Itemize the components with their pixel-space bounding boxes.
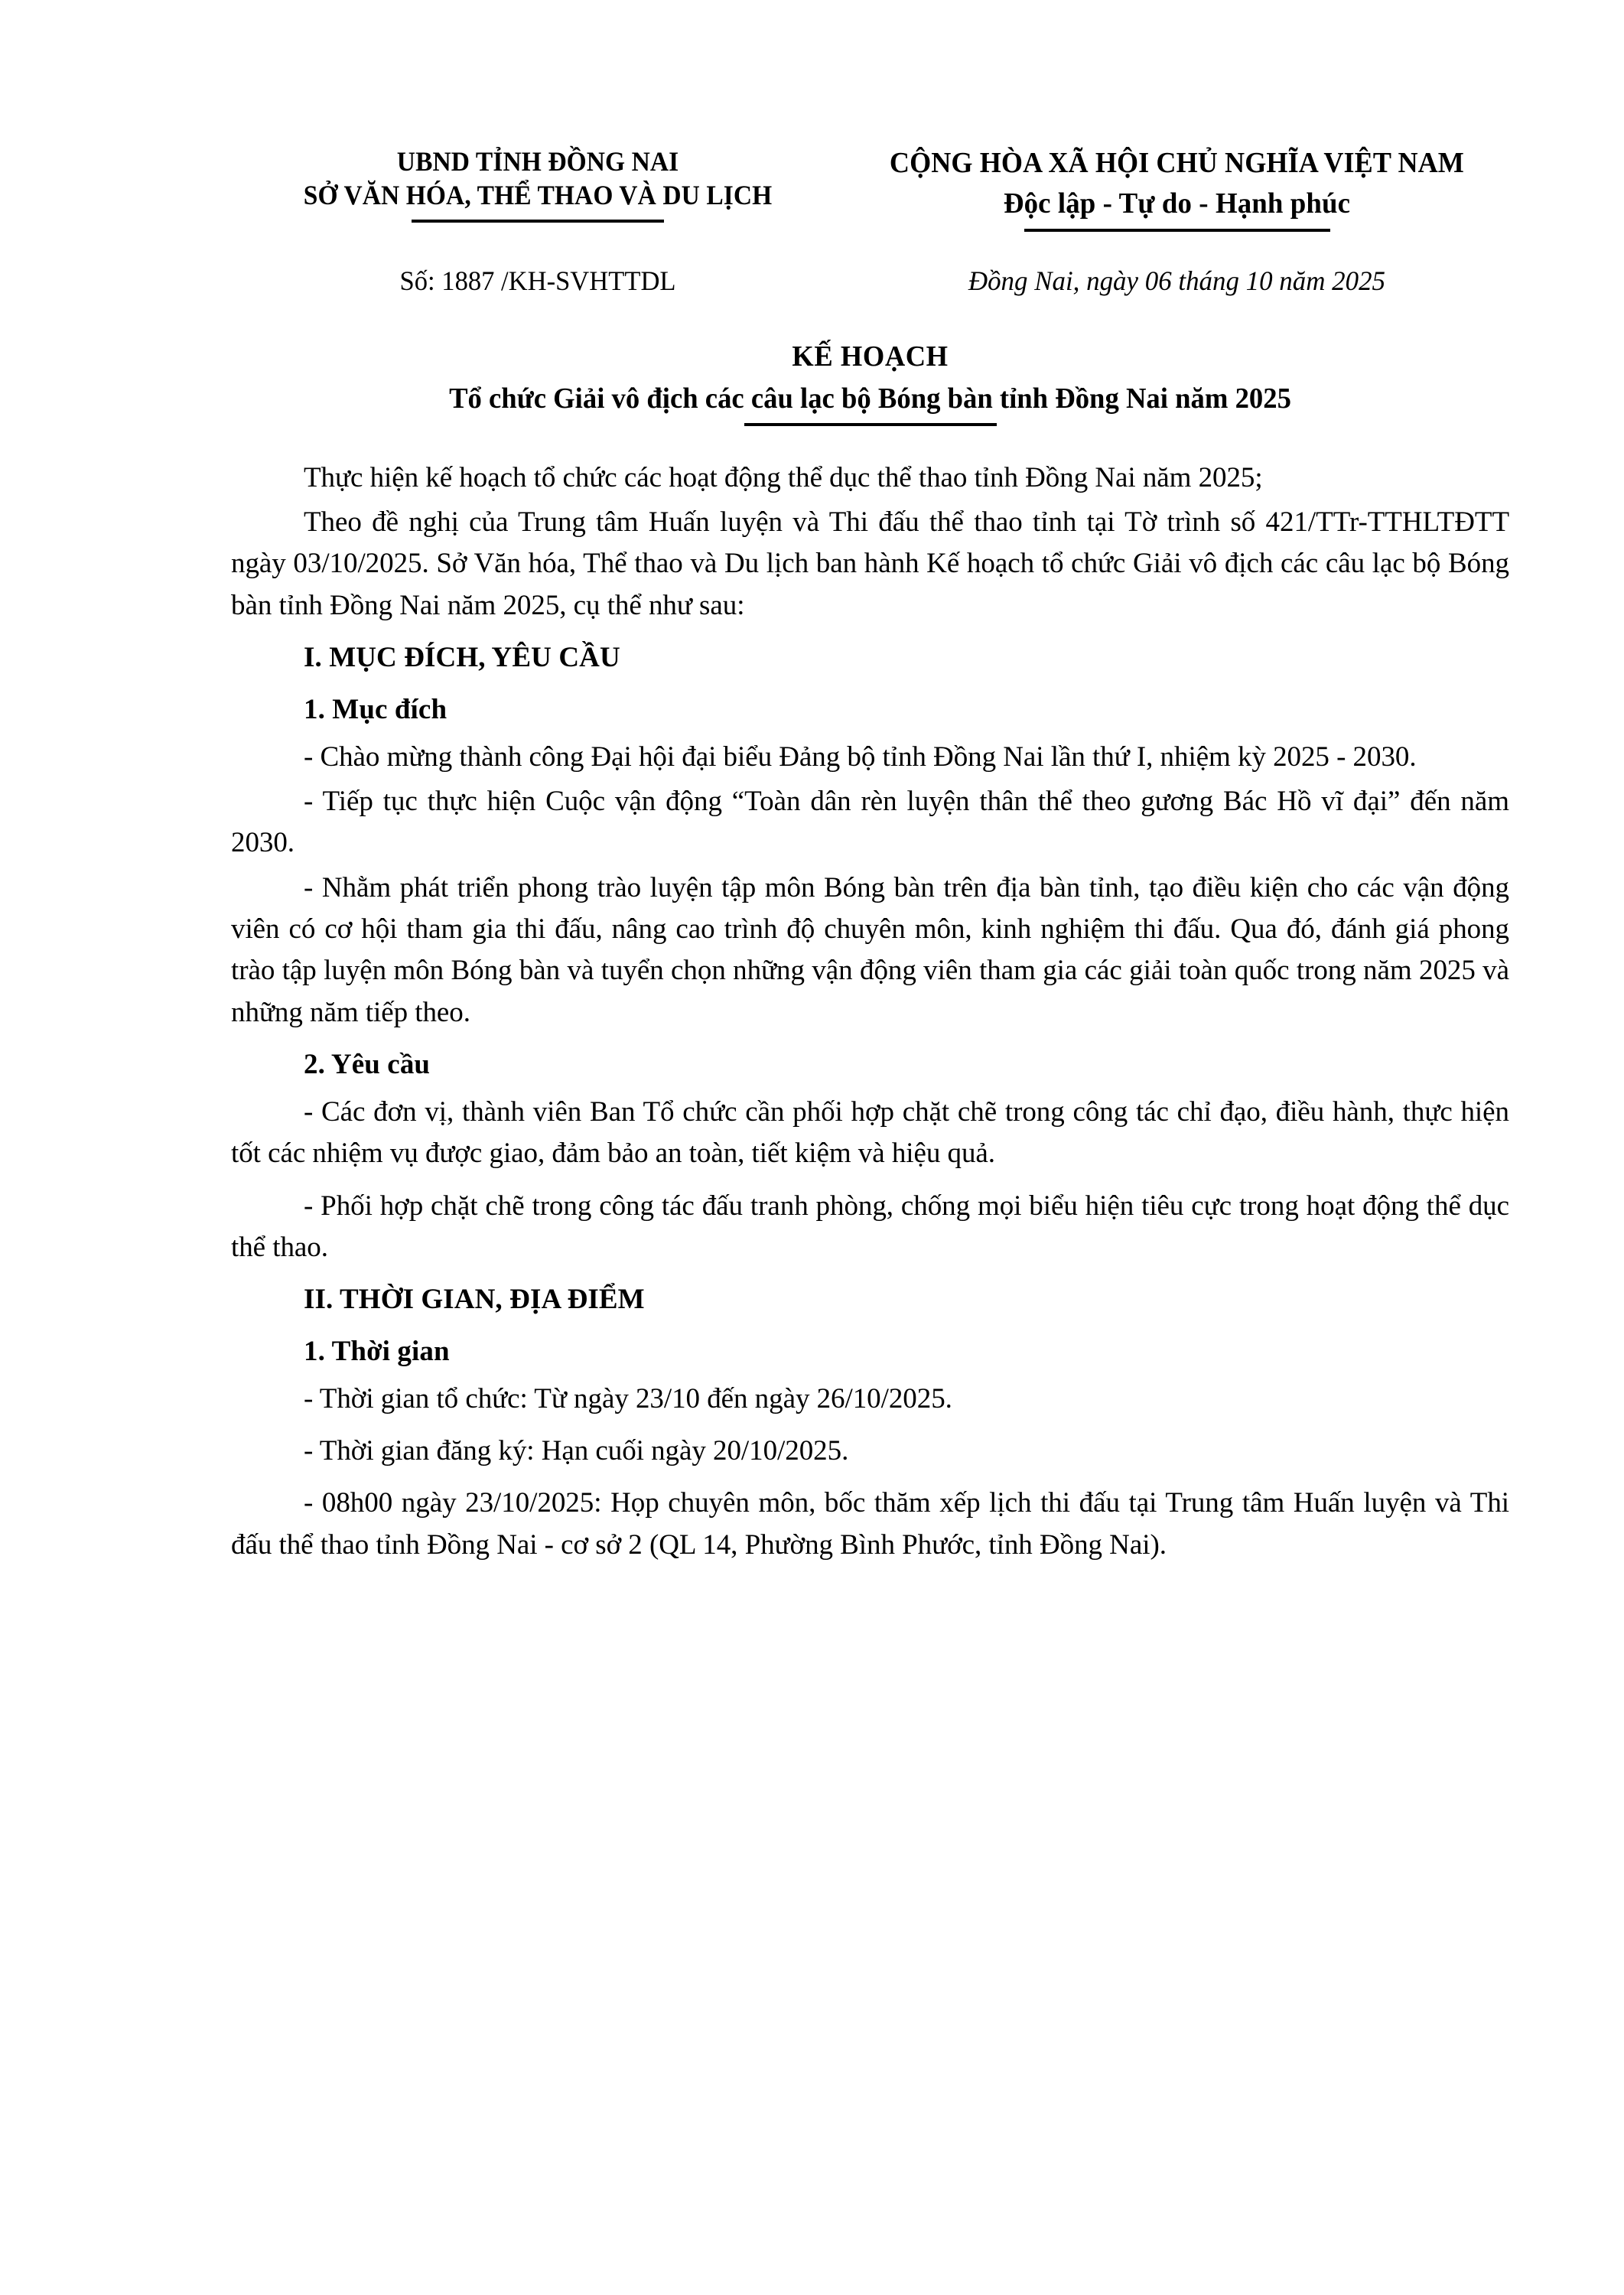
national-title-line: CỘNG HÒA XÃ HỘI CHỦ NGHĨA VIỆT NAM [889, 147, 1465, 179]
paragraph-time-3: - 08h00 ngày 23/10/2025: Họp chuyên môn, bốc thăm xếp lịch thi đấu tại Trung tâm Huấn luyện và Thi đấu thể thao tỉnh Đồng Nai - cơ sở 2 (QL 14, Phường Bình Phước, tỉnh Đồng Nai). [231, 1487, 1509, 1561]
document-number: Số: 1887 /KH-SVHTTDL [399, 265, 676, 296]
page-subtitle: Tổ chức Giải vô địch các câu lạc bộ Bóng bàn tỉnh Đồng Nai năm 2025 [449, 382, 1291, 415]
paragraph-intro-2: Theo đề nghị của Trung tâm Huấn luyện và Thi đấu thể thao tỉnh tại Tờ trình số 421/TTr-TTHLTĐTT ngày 03/10/2025. Sở Văn hóa, Thể thao và Du lịch ban hành Kế hoạch tổ chức Giải vô địch các câu lạc bộ Bóng bàn tỉnh Đồng Nai năm 2025, cụ thể như sau: [231, 506, 1509, 621]
national-motto-line: Độc lập - Tự do - Hạnh phúc [1003, 187, 1351, 220]
department-name-line: SỞ VĂN HÓA, THỂ THAO VÀ DU LỊCH [303, 179, 773, 210]
paragraph-purpose-3: - Nhằm phát triển phong trào luyện tập môn Bóng bàn trên địa bàn tỉnh, tạo điều kiện cho các vận động viên có cơ hội tham gia thi đấu, nâng cao trình độ chuyên môn, kinh nghiệm thi đấu. Qua đó, đánh giá phong trào tập luyện môn Bóng bàn và tuyển chọn những vận động viên tham gia các giải toàn quốc trong năm 2025 và những năm tiếp theo. [231, 871, 1509, 1028]
document-content [231, 0, 1509, 1569]
heading-section-2: II. THỜI GIAN, ĐỊA ĐIỂM [304, 1284, 645, 1316]
title-block [231, 340, 1509, 426]
paragraph-time-1: - Thời gian tổ chức: Từ ngày 23/10 đến ngày 26/10/2025. [304, 1382, 952, 1414]
document-body [231, 457, 1509, 1566]
province-authority-line: UBND TỈNH ĐỒNG NAI [396, 146, 679, 177]
paragraph-gap [231, 1178, 1509, 1186]
masthead [231, 0, 1509, 232]
motto-underline-rule [1024, 229, 1330, 232]
paragraph-time-2: - Thời gian đăng ký: Hạn cuối ngày 20/10/2025. [304, 1434, 849, 1467]
national-heading-block [845, 145, 1509, 232]
paragraph-purpose-2: - Tiếp tục thực hiện Cuộc vận động “Toàn dân rèn luyện thân thể theo gương Bác Hồ vĩ đại” đến năm 2030. [231, 785, 1509, 859]
place-and-date: Đồng Nai, ngày 06 tháng 10 năm 2025 [968, 265, 1386, 296]
authority-underline-rule [412, 220, 664, 223]
paragraph-purpose-1: - Chào mừng thành công Đại hội đại biểu Đảng bộ tỉnh Đồng Nai lần thứ I, nhiệm kỳ 2025 - 2030. [304, 741, 1417, 773]
heading-subsection-2-1: 1. Thời gian [304, 1335, 450, 1367]
issuing-authority-block [231, 145, 845, 223]
paragraph-requirement-1: - Các đơn vị, thành viên Ban Tổ chức cần phối hợp chặt chẽ trong công tác chỉ đạo, điều hành, thực hiện tốt các nhiệm vụ được giao, đảm bảo an toàn, tiết kiệm và hiệu quả. [231, 1095, 1509, 1170]
heading-section-1: I. MỤC ĐÍCH, YÊU CẦU [304, 642, 620, 674]
heading-subsection-1-1: 1. Mục đích [304, 693, 447, 725]
paragraph-gap [231, 1475, 1509, 1483]
paragraph-gap [231, 1423, 1509, 1431]
title-underline-rule [744, 423, 997, 426]
heading-subsection-1-2: 2. Yêu cầu [304, 1049, 431, 1081]
page-title: KẾ HOẠCH [792, 340, 949, 373]
paragraph-intro-1: Thực hiện kế hoạch tổ chức các hoạt động thể dục thể thao tỉnh Đồng Nai năm 2025; [304, 461, 1263, 493]
paragraph-requirement-2: - Phối hợp chặt chẽ trong công tác đấu tranh phòng, chống mọi biểu hiện tiêu cực trong hoạt động thể dục thể thao. [231, 1190, 1509, 1263]
reference-row [231, 265, 1509, 297]
